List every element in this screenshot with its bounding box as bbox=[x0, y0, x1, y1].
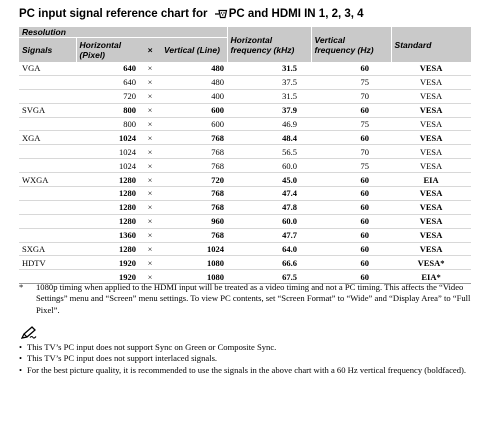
cell-horizontal-frequency: 48.4 bbox=[227, 131, 311, 145]
notes-list bbox=[19, 342, 479, 376]
cell-vertical-line: 768 bbox=[161, 228, 227, 242]
cell-horizontal-frequency: 66.6 bbox=[227, 256, 311, 270]
cell-standard: VESA bbox=[391, 159, 471, 173]
cell-horizontal-frequency: 60.0 bbox=[227, 214, 311, 228]
footnote-star: * bbox=[19, 282, 24, 292]
cell-vertical-frequency: 60 bbox=[311, 103, 391, 117]
cell-horizontal-frequency: 64.0 bbox=[227, 242, 311, 256]
cell-times: × bbox=[139, 173, 161, 187]
table-row bbox=[19, 145, 471, 159]
cell-signal bbox=[19, 214, 76, 228]
cell-times: × bbox=[139, 62, 161, 75]
cell-signal bbox=[19, 89, 76, 103]
cell-horizontal-pixel: 1920 bbox=[76, 256, 139, 270]
cell-vertical-frequency: 75 bbox=[311, 159, 391, 173]
footnote bbox=[19, 282, 479, 316]
cell-vertical-line: 768 bbox=[161, 145, 227, 159]
cell-vertical-line: 1024 bbox=[161, 242, 227, 256]
cell-signal bbox=[19, 145, 76, 159]
cell-times: × bbox=[139, 145, 161, 159]
table-body bbox=[19, 62, 471, 284]
cell-standard: VESA* bbox=[391, 256, 471, 270]
cell-vertical-frequency: 60 bbox=[311, 62, 391, 75]
cell-signal: WXGA bbox=[19, 173, 76, 187]
cell-horizontal-pixel: 1280 bbox=[76, 242, 139, 256]
header-resolution: Resolution bbox=[19, 27, 227, 38]
title-suffix: PC and HDMI IN 1, 2, 3, 4 bbox=[228, 8, 364, 20]
table-row bbox=[19, 75, 471, 89]
cell-standard: VESA bbox=[391, 75, 471, 89]
cell-horizontal-pixel: 1024 bbox=[76, 159, 139, 173]
table-row bbox=[19, 117, 471, 131]
cell-vertical-line: 400 bbox=[161, 89, 227, 103]
cell-times: × bbox=[139, 89, 161, 103]
header-horizontal-pixel: Horizontal (Pixel) bbox=[76, 38, 139, 63]
table-row bbox=[19, 173, 471, 187]
table-row bbox=[19, 242, 471, 256]
cell-horizontal-pixel: 800 bbox=[76, 103, 139, 117]
cell-standard: VESA bbox=[391, 131, 471, 145]
cell-signal: SVGA bbox=[19, 103, 76, 117]
note-text: This TV’s PC input does not support Sync on Green or Composite Sync. bbox=[27, 342, 277, 352]
note-text: This TV’s PC input does not support interlaced signals. bbox=[27, 353, 218, 364]
cell-vertical-frequency: 60 bbox=[311, 131, 391, 145]
list-item bbox=[19, 365, 479, 376]
cell-vertical-line: 480 bbox=[161, 75, 227, 89]
cell-signal: XGA bbox=[19, 131, 76, 145]
cell-signal: HDTV bbox=[19, 256, 76, 270]
cell-signal bbox=[19, 159, 76, 173]
cell-vertical-line: 768 bbox=[161, 131, 227, 145]
table-row bbox=[19, 89, 471, 103]
cell-vertical-frequency: 60 bbox=[311, 214, 391, 228]
cell-horizontal-frequency: 45.0 bbox=[227, 173, 311, 187]
cell-times: × bbox=[139, 187, 161, 201]
cell-times: × bbox=[139, 214, 161, 228]
table-row bbox=[19, 187, 471, 201]
cell-times: × bbox=[139, 159, 161, 173]
cell-horizontal-frequency: 31.5 bbox=[227, 89, 311, 103]
cell-standard: VESA bbox=[391, 187, 471, 201]
header-vertical-line: Vertical (Line) bbox=[161, 38, 227, 63]
cell-vertical-frequency: 60 bbox=[311, 200, 391, 214]
cell-horizontal-frequency: 67.5 bbox=[227, 270, 311, 284]
cell-horizontal-frequency: 46.9 bbox=[227, 117, 311, 131]
cell-vertical-line: 1080 bbox=[161, 270, 227, 284]
list-item bbox=[19, 353, 479, 364]
cell-times: × bbox=[139, 242, 161, 256]
cell-signal: SXGA bbox=[19, 242, 76, 256]
cell-horizontal-pixel: 1280 bbox=[76, 187, 139, 201]
cell-times: × bbox=[139, 228, 161, 242]
cell-times: × bbox=[139, 117, 161, 131]
cell-vertical-frequency: 60 bbox=[311, 256, 391, 270]
cell-standard: VESA bbox=[391, 117, 471, 131]
cell-times: × bbox=[139, 103, 161, 117]
cell-horizontal-pixel: 1280 bbox=[76, 173, 139, 187]
cell-horizontal-pixel: 640 bbox=[76, 75, 139, 89]
cell-vertical-frequency: 60 bbox=[311, 270, 391, 284]
cell-vertical-frequency: 75 bbox=[311, 117, 391, 131]
cell-horizontal-frequency: 31.5 bbox=[227, 62, 311, 75]
cell-horizontal-pixel: 640 bbox=[76, 62, 139, 75]
cell-standard: EIA* bbox=[391, 270, 471, 284]
signal-reference-table bbox=[19, 27, 471, 284]
cell-horizontal-frequency: 37.5 bbox=[227, 75, 311, 89]
cell-horizontal-pixel: 1280 bbox=[76, 200, 139, 214]
cell-standard: VESA bbox=[391, 145, 471, 159]
title-prefix: PC input signal reference chart for bbox=[19, 8, 211, 20]
header-signals: Signals bbox=[19, 38, 76, 63]
cell-standard: VESA bbox=[391, 242, 471, 256]
cell-signal bbox=[19, 228, 76, 242]
table-row bbox=[19, 62, 471, 75]
cell-times: × bbox=[139, 200, 161, 214]
cell-signal bbox=[19, 117, 76, 131]
cell-times: × bbox=[139, 75, 161, 89]
table-row bbox=[19, 159, 471, 173]
cell-vertical-line: 600 bbox=[161, 117, 227, 131]
table-row bbox=[19, 200, 471, 214]
cell-standard: VESA bbox=[391, 62, 471, 75]
cell-times: × bbox=[139, 131, 161, 145]
cell-horizontal-frequency: 37.9 bbox=[227, 103, 311, 117]
header-times: × bbox=[139, 38, 161, 63]
cell-signal bbox=[19, 75, 76, 89]
cell-horizontal-pixel: 1024 bbox=[76, 131, 139, 145]
cell-vertical-line: 600 bbox=[161, 103, 227, 117]
header-vertical-frequency: Vertical frequency (Hz) bbox=[311, 27, 391, 62]
cell-standard: VESA bbox=[391, 214, 471, 228]
cell-horizontal-frequency: 47.8 bbox=[227, 200, 311, 214]
cell-vertical-frequency: 60 bbox=[311, 187, 391, 201]
cell-horizontal-frequency: 56.5 bbox=[227, 145, 311, 159]
cell-horizontal-frequency: 47.7 bbox=[227, 228, 311, 242]
cell-vertical-line: 768 bbox=[161, 200, 227, 214]
cell-standard: VESA bbox=[391, 103, 471, 117]
cell-vertical-frequency: 60 bbox=[311, 242, 391, 256]
cell-horizontal-pixel: 720 bbox=[76, 89, 139, 103]
footnote-text: 1080p timing when applied to the HDMI input will be treated as a video timing and not a PC timing. This affects the “Video Settings” menu and “Screen” menu settings. To view PC contents, set “Screen Format” to “Wide” and “Display Area” to “Full Pixel”. bbox=[36, 282, 471, 315]
cell-signal bbox=[19, 200, 76, 214]
cell-standard: VESA bbox=[391, 200, 471, 214]
cell-horizontal-pixel: 1280 bbox=[76, 214, 139, 228]
cell-vertical-frequency: 60 bbox=[311, 173, 391, 187]
cell-vertical-line: 960 bbox=[161, 214, 227, 228]
cell-vertical-frequency: 70 bbox=[311, 89, 391, 103]
cell-vertical-line: 720 bbox=[161, 173, 227, 187]
pc-input-icon bbox=[214, 9, 228, 22]
note-text: For the best picture quality, it is recommended to use the signals in the above chart with a 60 Hz vertical frequency (boldfaced). bbox=[27, 364, 467, 375]
page-title bbox=[19, 8, 364, 22]
cell-horizontal-pixel: 1920 bbox=[76, 270, 139, 284]
cell-times: × bbox=[139, 270, 161, 284]
cell-horizontal-frequency: 47.4 bbox=[227, 187, 311, 201]
cell-horizontal-pixel: 800 bbox=[76, 117, 139, 131]
bullet: • bbox=[19, 364, 23, 375]
cell-vertical-line: 480 bbox=[161, 62, 227, 75]
table-row bbox=[19, 103, 471, 117]
table-row bbox=[19, 214, 471, 228]
cell-vertical-frequency: 60 bbox=[311, 228, 391, 242]
cell-vertical-frequency: 70 bbox=[311, 145, 391, 159]
cell-horizontal-pixel: 1360 bbox=[76, 228, 139, 242]
cell-vertical-line: 768 bbox=[161, 187, 227, 201]
cell-horizontal-pixel: 1024 bbox=[76, 145, 139, 159]
cell-standard: VESA bbox=[391, 228, 471, 242]
cell-standard: EIA bbox=[391, 173, 471, 187]
cell-horizontal-frequency: 60.0 bbox=[227, 159, 311, 173]
bullet: • bbox=[19, 353, 23, 364]
list-item bbox=[19, 342, 479, 353]
table-row bbox=[19, 228, 471, 242]
table-row bbox=[19, 256, 471, 270]
cell-signal: VGA bbox=[19, 62, 76, 75]
cell-signal bbox=[19, 187, 76, 201]
header-horizontal-frequency: Horizontal frequency (kHz) bbox=[227, 27, 311, 62]
cell-times: × bbox=[139, 256, 161, 270]
header-standard: Standard bbox=[391, 27, 471, 62]
cell-vertical-line: 1080 bbox=[161, 256, 227, 270]
bullet: • bbox=[19, 342, 23, 352]
table-row bbox=[19, 131, 471, 145]
cell-vertical-frequency: 75 bbox=[311, 75, 391, 89]
cell-standard: VESA bbox=[391, 89, 471, 103]
cell-vertical-line: 768 bbox=[161, 159, 227, 173]
